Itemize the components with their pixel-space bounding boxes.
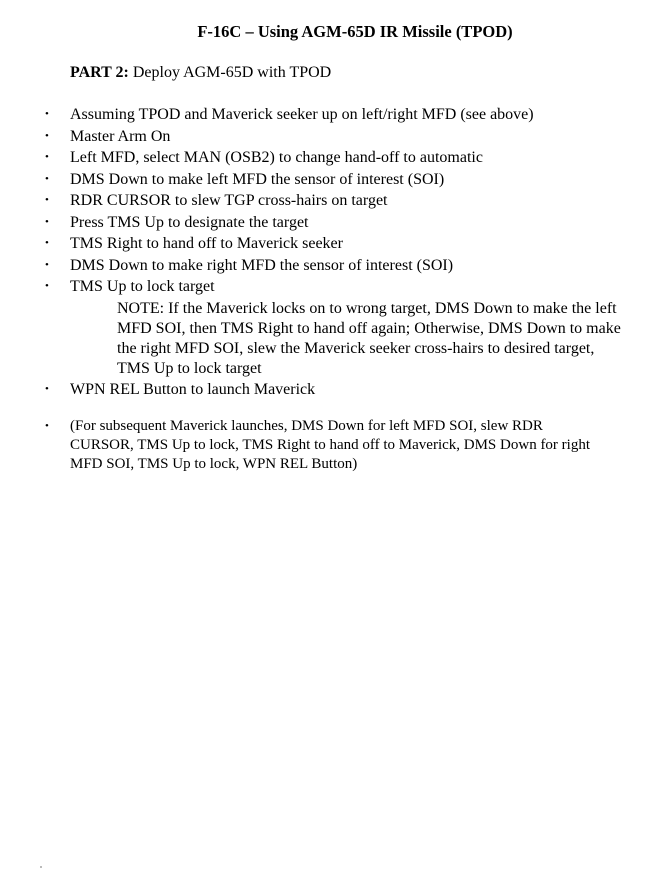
bullet-icon: • (45, 129, 49, 142)
part-text: Deploy AGM-65D with TPOD (128, 64, 332, 81)
part-heading (70, 63, 331, 83)
list-item (0, 126, 640, 148)
step-text: Master Arm On (70, 127, 171, 145)
spacer (0, 400, 670, 417)
note-paragraph: NOTE: If the Maverick locks on to wrong target, DMS Down to make the left MFD SOI, then TMS Right to hand off again; Otherwise, DMS Down to make the right MFD SOI, slew the Maverick seeker cross-hairs to desired target, TMS Up to lock target (117, 299, 621, 377)
bullet-icon: • (45, 382, 49, 395)
step-text: RDR CURSOR to slew TGP cross-hairs on target (70, 192, 388, 209)
list-item (0, 255, 640, 277)
part-label: PART 2: (70, 64, 129, 81)
bullet-icon: • (45, 194, 49, 206)
step-text: Assuming TPOD and Maverick seeker up on left/right MFD (see above) (70, 106, 534, 123)
bullet-icon: • (45, 420, 49, 432)
step-text: WPN REL Button to launch Maverick (70, 380, 316, 398)
step-text: DMS Down to make right MFD the sensor of interest (SOI) (70, 256, 454, 274)
document-title: F-16C – Using AGM-65D IR Missile (TPOD) (197, 22, 513, 41)
bullet-icon: • (45, 237, 49, 249)
step-text: TMS Up to lock target (70, 278, 215, 295)
list-item (0, 212, 640, 234)
step-list (0, 104, 670, 474)
list-item (0, 147, 640, 169)
step-text: Left MFD, select MAN (OSB2) to change hand-off to automatic (70, 149, 483, 166)
bullet-icon: • (45, 151, 49, 163)
page-mark (40, 866, 42, 868)
step-text: TMS Right to hand off to Maverick seeker (70, 235, 343, 252)
subsequent-launches-note (0, 417, 600, 474)
list-item (0, 276, 640, 379)
step-text: DMS Down to make left MFD the sensor of interest (SOI) (70, 170, 445, 188)
bullet-icon: • (45, 108, 49, 120)
bullet-icon: • (45, 215, 49, 228)
list-item (0, 169, 640, 191)
list-item (0, 379, 640, 401)
subsequent-text: (For subsequent Maverick launches, DMS Down for left MFD SOI, slew RDR CURSOR, TMS Up to lock, TMS Right to hand off to Maverick, DMS Down for right MFD SOI, TMS Up to lock, WPN REL Button) (70, 418, 591, 472)
step-text: Press TMS Up to designate the target (70, 213, 309, 231)
bullet-icon: • (45, 172, 49, 185)
list-item (0, 233, 640, 255)
list-item (0, 190, 640, 212)
list-item (0, 104, 640, 126)
bullet-icon: • (45, 280, 49, 292)
bullet-icon: • (45, 258, 49, 271)
